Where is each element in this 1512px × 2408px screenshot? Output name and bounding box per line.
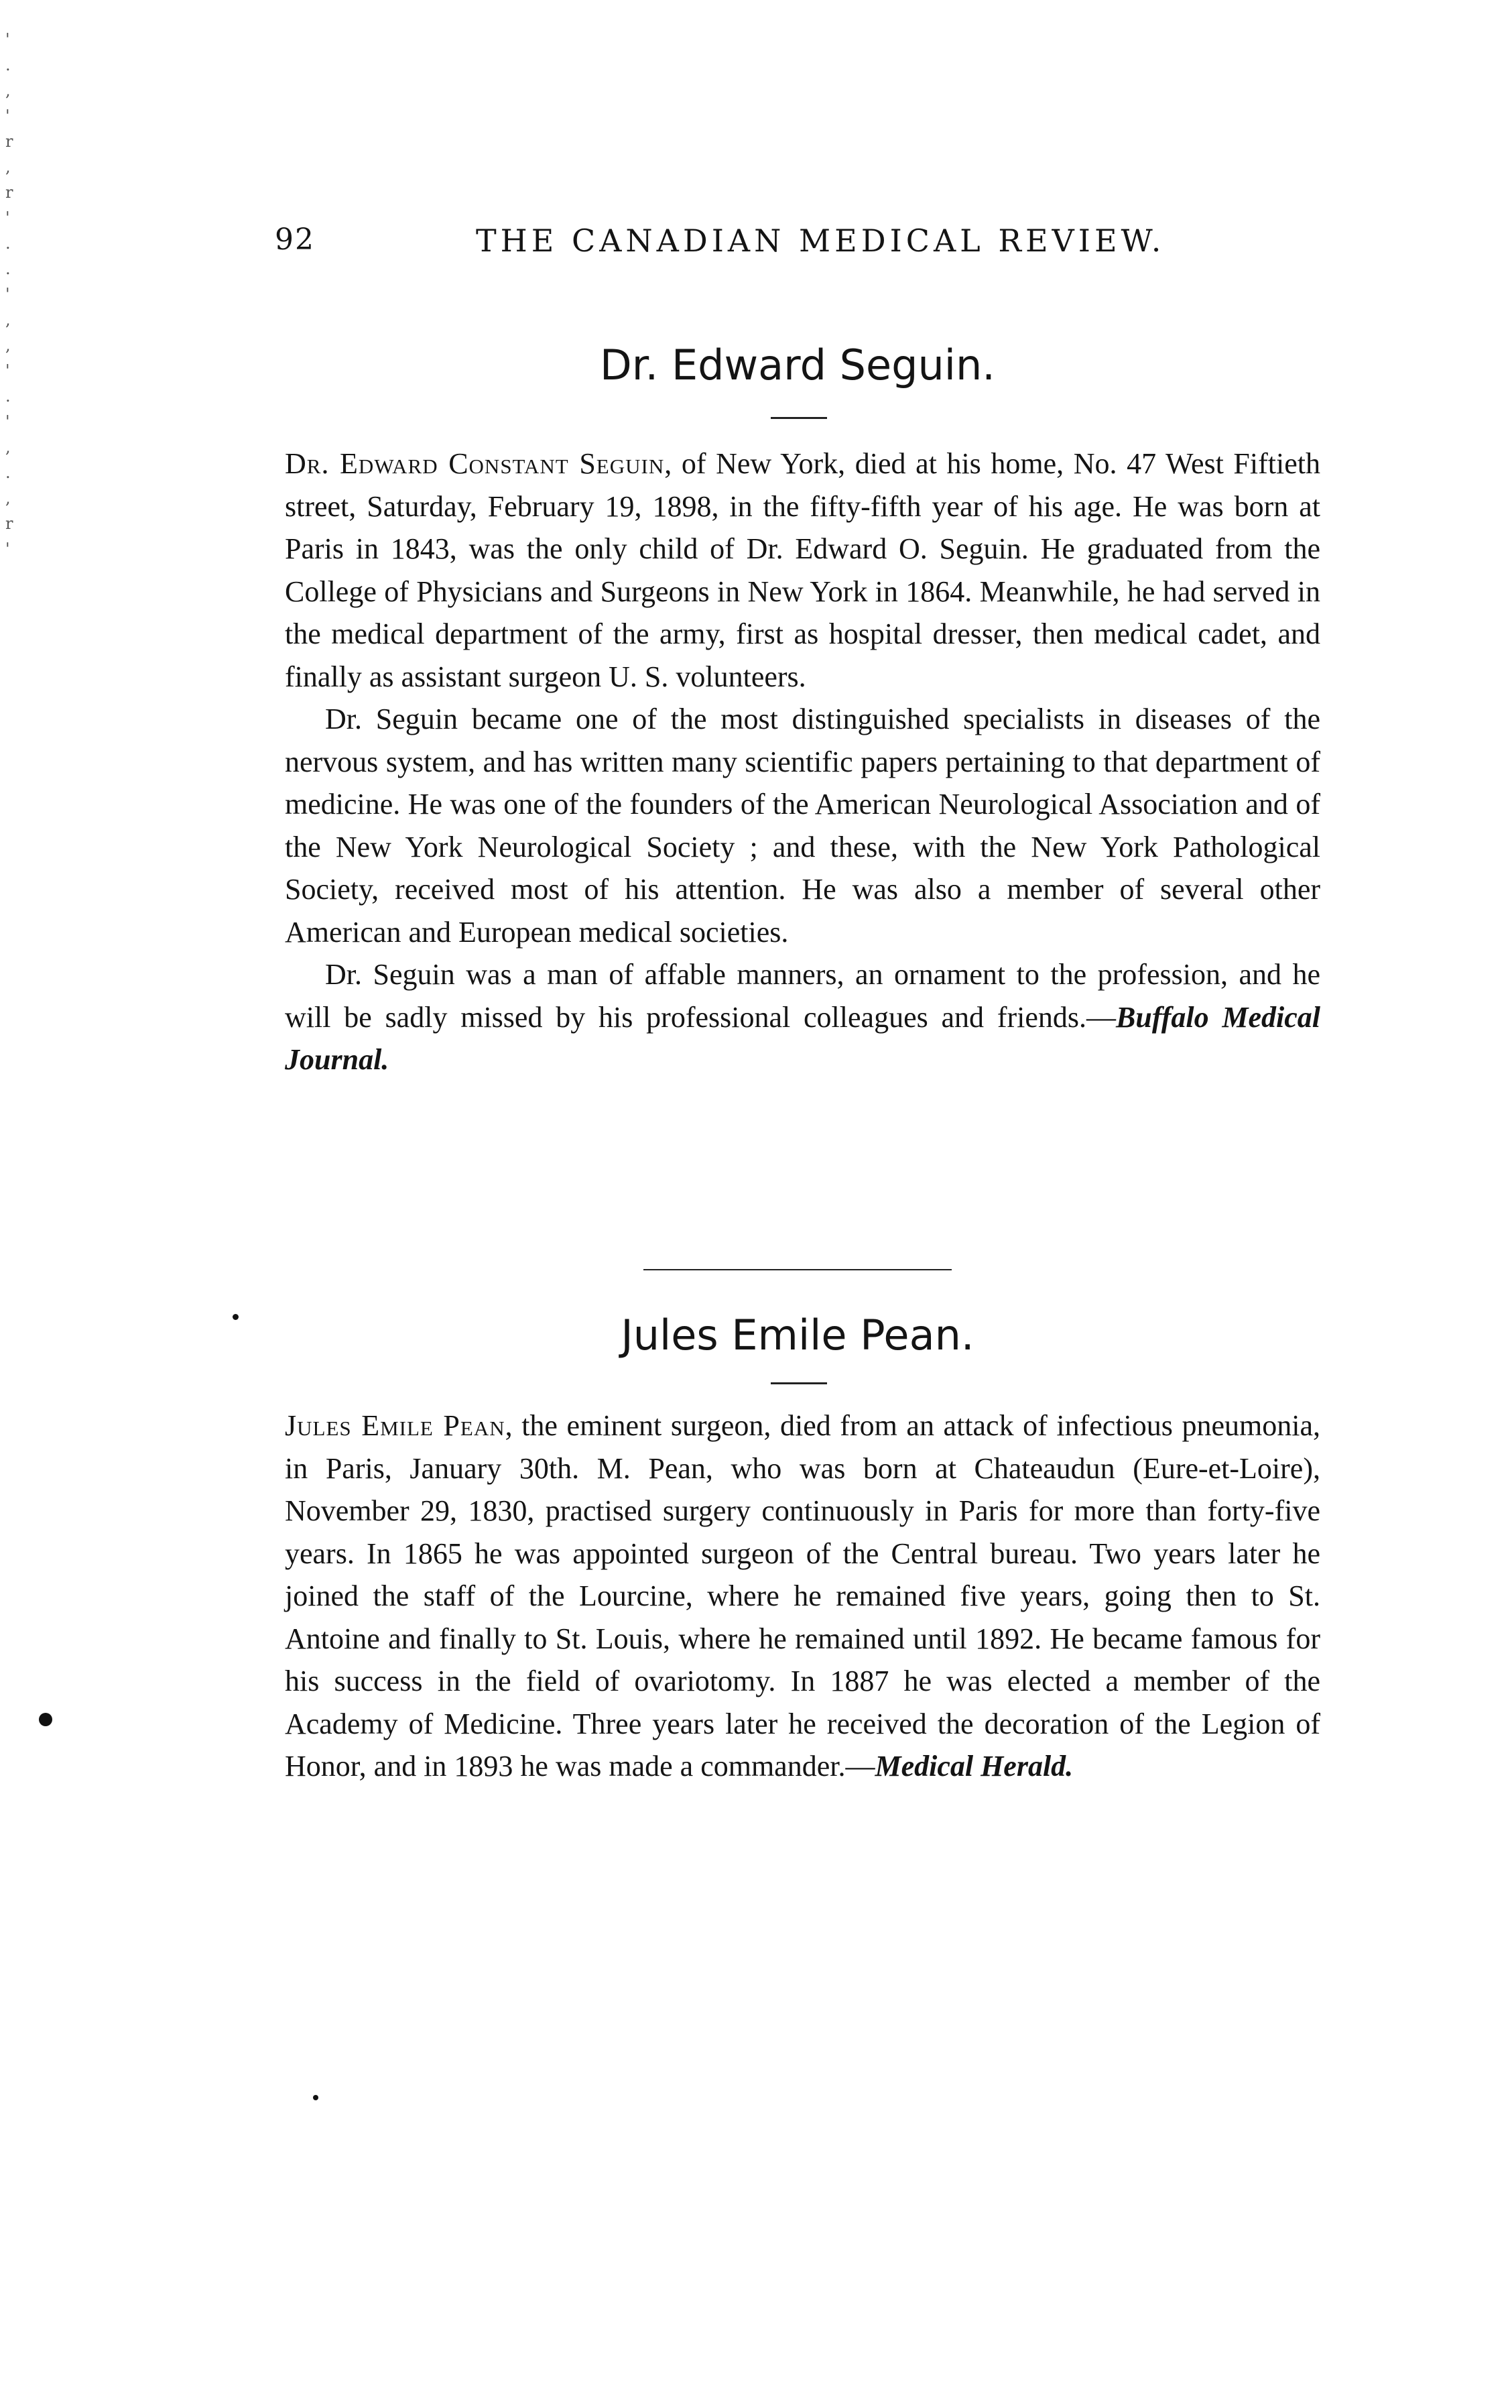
paragraph — [285, 1404, 1320, 1788]
article-lead-name: Jules Emile Pean — [285, 1409, 505, 1442]
paragraph — [285, 953, 1320, 1081]
scan-margin-artifacts: ' . , ' r , r ' . . ' , , ' . ' , . , r ' — [5, 30, 13, 558]
scan-speck — [233, 1314, 239, 1320]
page-header — [275, 223, 1320, 276]
paragraph-text: , the eminent surgeon, died from an attack of infectious pneumonia, in Paris, January 30th. M. Pean, who was born at Chateaudun (Eure-et-Loire), November 29, 1830, practised surgery continuously in Paris for more than forty-five years. In 1865 he was appointed surgeon of the Central bureau. Two years later he joined the staff of the Lourcine, where he remained five years, going then to St. Antoine and finally to St. Louis, where he remained until 1892. He became famous for his success in the field of ovariotomy. In 1887 he was elected a member of the Academy of Medicine. Three years later he received the decoration of the Legion of Honor, and in 1893 he was made a commander.— — [285, 1409, 1320, 1783]
article-title-seguin: Dr. Edward Seguin. — [599, 341, 996, 389]
scan-speck — [313, 2095, 318, 2100]
title-rule — [771, 417, 827, 419]
article-title-pean: Jules Emile Pean. — [621, 1311, 974, 1360]
article-body-seguin — [285, 442, 1320, 1081]
page-number: 92 — [275, 223, 315, 257]
article-lead-name: Dr. Edward Constant Seguin — [285, 447, 665, 480]
section-divider — [643, 1269, 952, 1270]
paragraph — [285, 442, 1320, 698]
source-citation: Medical Herald. — [875, 1750, 1074, 1783]
source-citation: Buffalo Medical Journal. — [285, 1000, 1321, 1076]
paragraph-text: , of New York, died at his home, No. 47 West Fiftieth street, Saturday, February 19, 1898, in the fifty-fifth year of his age. He was born at Paris in 1843, was the only child of Dr. Edward O. Seguin. He graduated from the College of Physicians and Surgeons in New York in 1864. Meanwhile, he had served in the medical department of the army, first as hospital dresser, then medical cadet, and finally as assistant surgeon U. S. volunteers. — [285, 447, 1320, 693]
title-rule — [771, 1382, 827, 1384]
article-body-pean — [285, 1404, 1320, 1788]
scan-speck — [39, 1713, 52, 1726]
paragraph-text: Dr. Seguin was a man of affable manners, an ornament to the profession, and he will be sadly missed by his professional colleagues and friends.— — [285, 958, 1320, 1034]
running-title: THE CANADIAN MEDICAL REVIEW. — [476, 223, 1166, 259]
paragraph: Dr. Seguin became one of the most distinguished specialists in diseases of the nervous system, and has written many scientific papers pertaining to that department of medicine. He was one of the founders of the American Neurological Association and of the New York Neurological Society ; and these, with the New York Pathological Society, received most of his attention. He was also a member of several other American and European medical societies. — [285, 703, 1320, 949]
